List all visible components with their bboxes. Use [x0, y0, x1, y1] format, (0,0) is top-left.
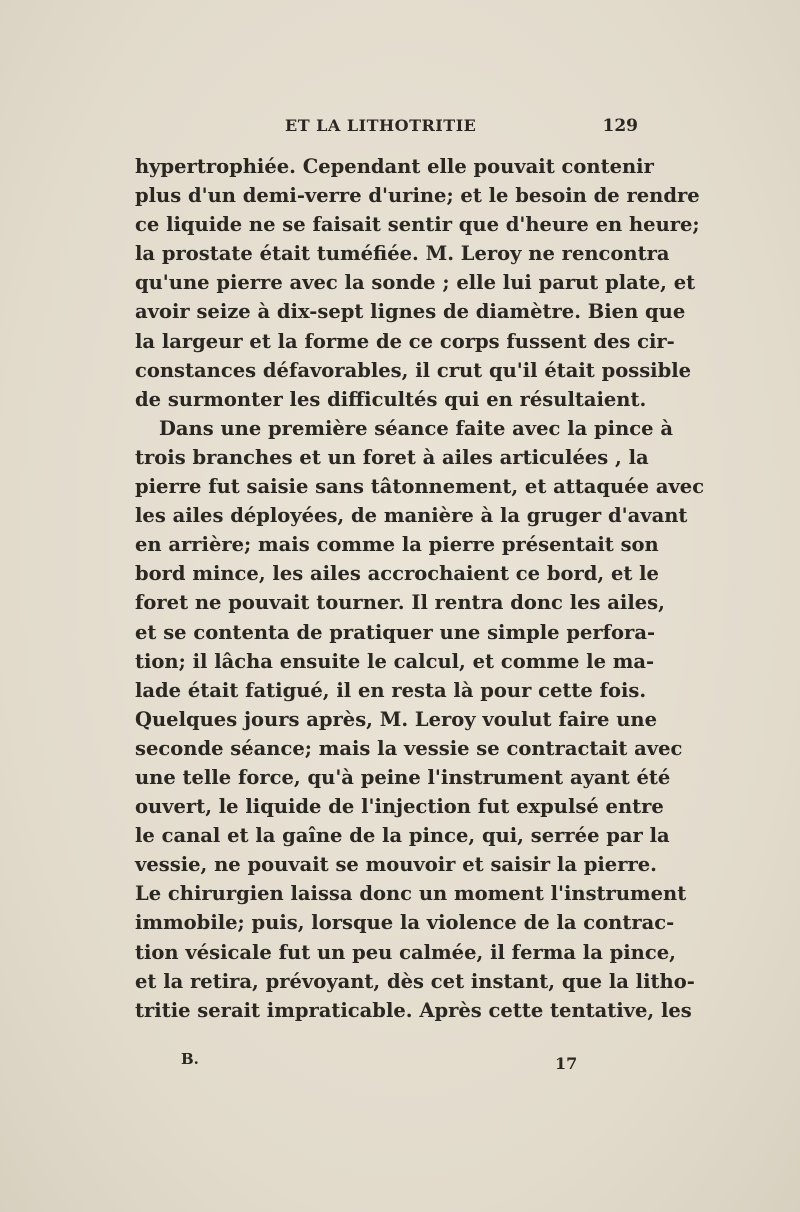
signature-mark: B. — [181, 1050, 199, 1068]
text-line: hypertrophiée. Cependant elle pouvait contenir — [135, 155, 654, 178]
text-line: ouvert, le liquide de l'injection fut expulsé entre — [135, 795, 664, 819]
text-line: bord mince, les ailes accrochaient ce bord, et le — [135, 562, 659, 586]
sheet-number: 17 — [555, 1054, 578, 1073]
text-line: constances défavorables, il crut qu'il était possible — [135, 358, 692, 382]
page-number: 129 — [602, 116, 638, 136]
text-line: vessie, ne pouvait se mouvoir et saisir la pierre. — [135, 853, 657, 877]
running-head — [135, 116, 640, 142]
body-text — [135, 152, 705, 1025]
paragraph-start-line: Dans une première séance faite avec la pince à — [159, 416, 673, 440]
text-line: lade était fatigué, il en resta là pour cette fois. — [135, 678, 647, 702]
paragraph-end-line: de surmonter les difficultés qui en résultaient. — [135, 387, 647, 411]
running-title: ET LA LITHOTRITIE — [285, 116, 477, 135]
text-line: tritie serait impraticable. Après cette tentative, les — [135, 998, 692, 1022]
text-line: la prostate était tuméfiée. M. Leroy ne rencontra — [135, 242, 670, 266]
text-line: ce liquide ne se faisait sentir que d'heure en heure; — [135, 213, 700, 237]
text-line: en arrière; mais comme la pierre présentait son — [135, 533, 659, 557]
text-line: les ailes déployées, de manière à la gruger d'avant — [135, 504, 688, 528]
text-line: seconde séance; mais la vessie se contractait avec — [135, 736, 683, 760]
text-line: immobile; puis, lorsque la violence de la contrac- — [135, 911, 675, 935]
text-line: et la retira, prévoyant, dès cet instant, que la litho- — [135, 969, 695, 993]
text-line: Le chirurgien laissa donc un moment l'instrument — [135, 882, 687, 906]
text-line: foret ne pouvait tourner. Il rentra donc les ailes, — [135, 591, 665, 615]
text-line: plus d'un demi-verre d'urine; et le besoin de rendre — [135, 184, 700, 208]
text-line: la largeur et la forme de ce corps fussent des cir- — [135, 329, 675, 353]
text-line: trois branches et un foret à ailes articulées , la — [135, 445, 649, 469]
text-line: le canal et la gaîne de la pince, qui, serrée par la — [135, 824, 670, 848]
text-line: une telle force, qu'à peine l'instrument ayant été — [135, 765, 671, 789]
text-line: qu'une pierre avec la sonde ; elle lui parut plate, et — [135, 271, 696, 295]
text-line: Quelques jours après, M. Leroy voulut faire une — [135, 707, 657, 731]
text-line: tion; il lâcha ensuite le calcul, et comme le ma- — [135, 649, 655, 673]
text-line: et se contenta de pratiquer une simple perfora- — [135, 620, 656, 644]
text-line: pierre fut saisie sans tâtonnement, et attaquée avec — [135, 475, 705, 499]
text-line: avoir seize à dix-sept lignes de diamètre. Bien que — [135, 300, 686, 324]
text-line: tion vésicale fut un peu calmée, il ferma la pince, — [135, 940, 676, 964]
